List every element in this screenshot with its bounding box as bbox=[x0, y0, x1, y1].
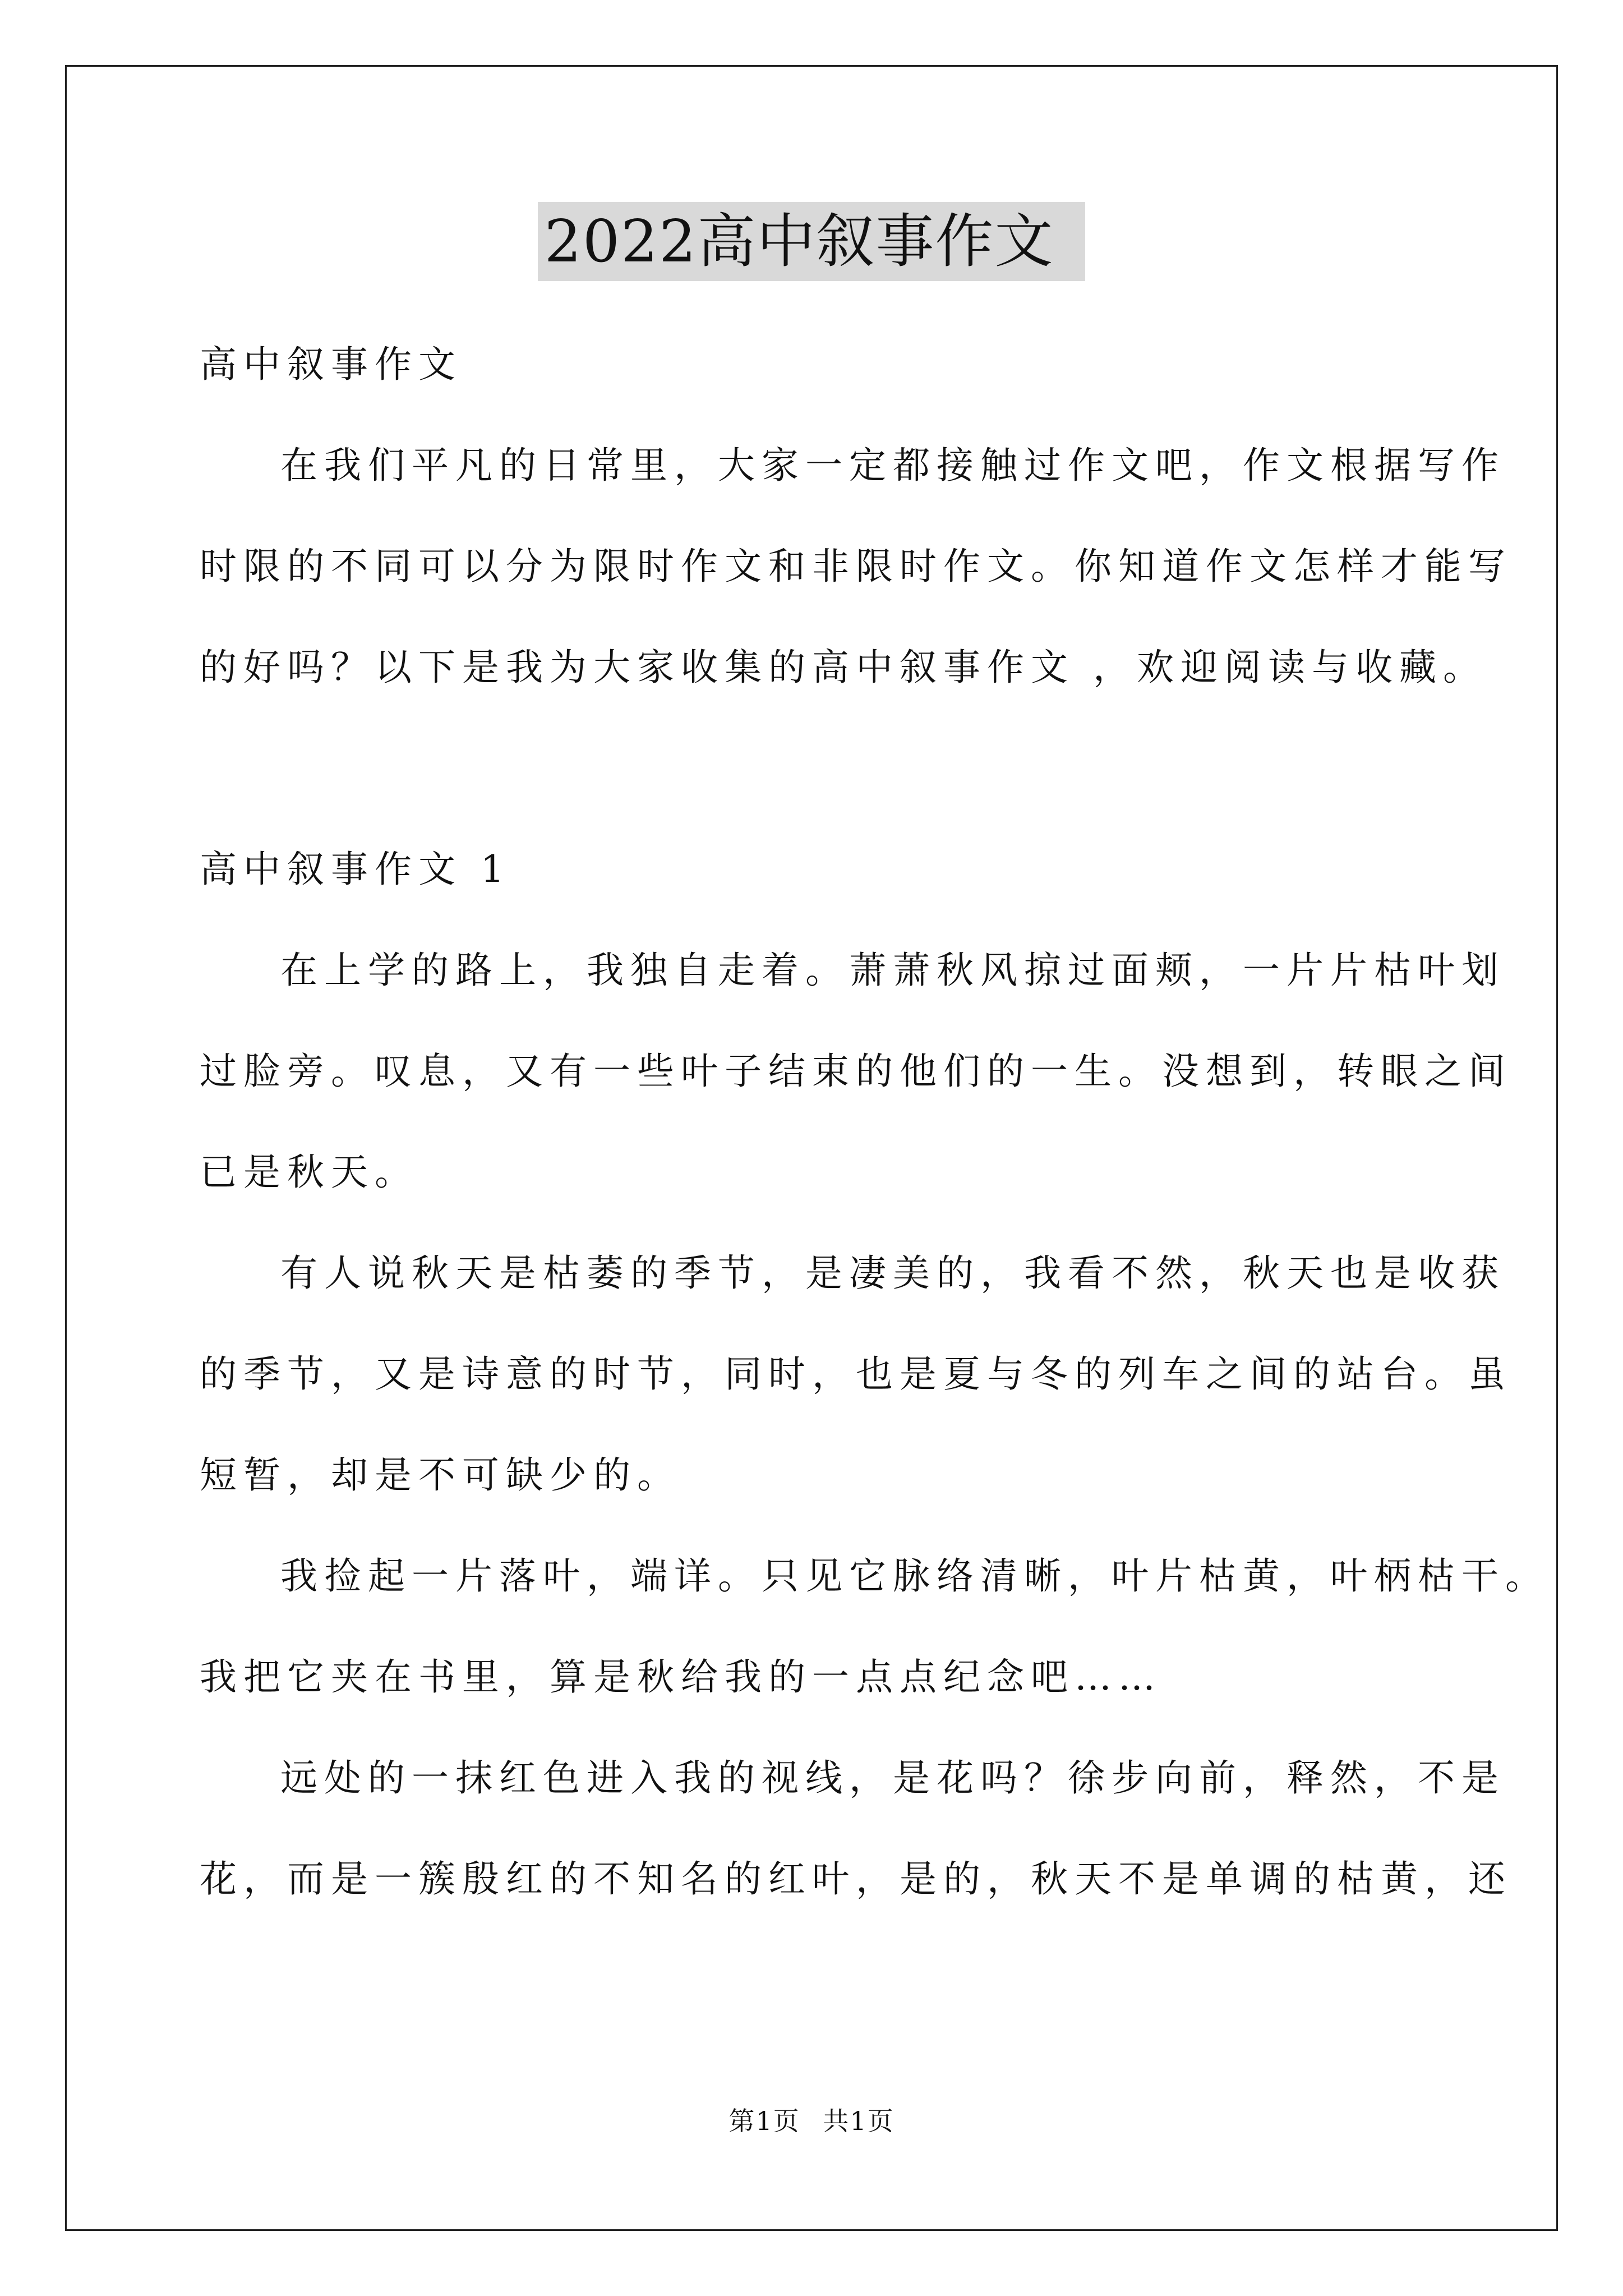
title-container bbox=[0, 202, 1623, 281]
body-line: 远处的一抹红色进入我的视线，是花吗？徐步向前，释然，不是 bbox=[280, 1756, 1505, 1800]
intro-line: 的好吗？以下是我为大家收集的高中叙事作文 ，欢迎阅读与收藏。 bbox=[200, 646, 1487, 689]
page-footer bbox=[0, 2101, 1623, 2138]
body-line: 我捡起一片落叶，端详。只见它脉络清晰，叶片枯黄，叶柄枯干。 bbox=[280, 1554, 1549, 1598]
page-number: 第1页 bbox=[728, 2106, 800, 2136]
body-line: 短暂，却是不可缺少的。 bbox=[200, 1453, 681, 1497]
intro-heading: 高中叙事作文 bbox=[200, 343, 462, 386]
intro-line: 时限的不同可以分为限时作文和非限时作文。你知道作文怎样才能写 bbox=[200, 545, 1512, 588]
body-line: 花，而是一簇殷红的不知名的红叶，是的，秋天不是单调的枯黄，还 bbox=[200, 1857, 1512, 1901]
body-line: 过脸旁。叹息，又有一些叶子结束的他们的一生。没想到，转眼之间 bbox=[200, 1050, 1512, 1093]
page-total: 共1页 bbox=[823, 2106, 895, 2136]
body-line: 在上学的路上，我独自走着。萧萧秋风掠过面颊，一片片枯叶划 bbox=[280, 949, 1505, 992]
document-title: 2022高中叙事作文 bbox=[538, 202, 1086, 281]
body-line: 的季节，又是诗意的时节，同时，也是夏与冬的列车之间的站台。虽 bbox=[200, 1352, 1512, 1396]
document-body bbox=[200, 314, 1549, 1930]
section-heading: 高中叙事作文 1 bbox=[200, 848, 511, 891]
body-line: 已是秋天。 bbox=[200, 1151, 418, 1194]
body-line: 我把它夹在书里，算是秋给我的一点点纪念吧…… bbox=[200, 1655, 1162, 1699]
intro-line: 在我们平凡的日常里，大家一定都接触过作文吧，作文根据写作 bbox=[280, 444, 1505, 487]
body-line: 有人说秋天是枯萎的季节，是凄美的，我看不然，秋天也是收获 bbox=[280, 1251, 1505, 1295]
